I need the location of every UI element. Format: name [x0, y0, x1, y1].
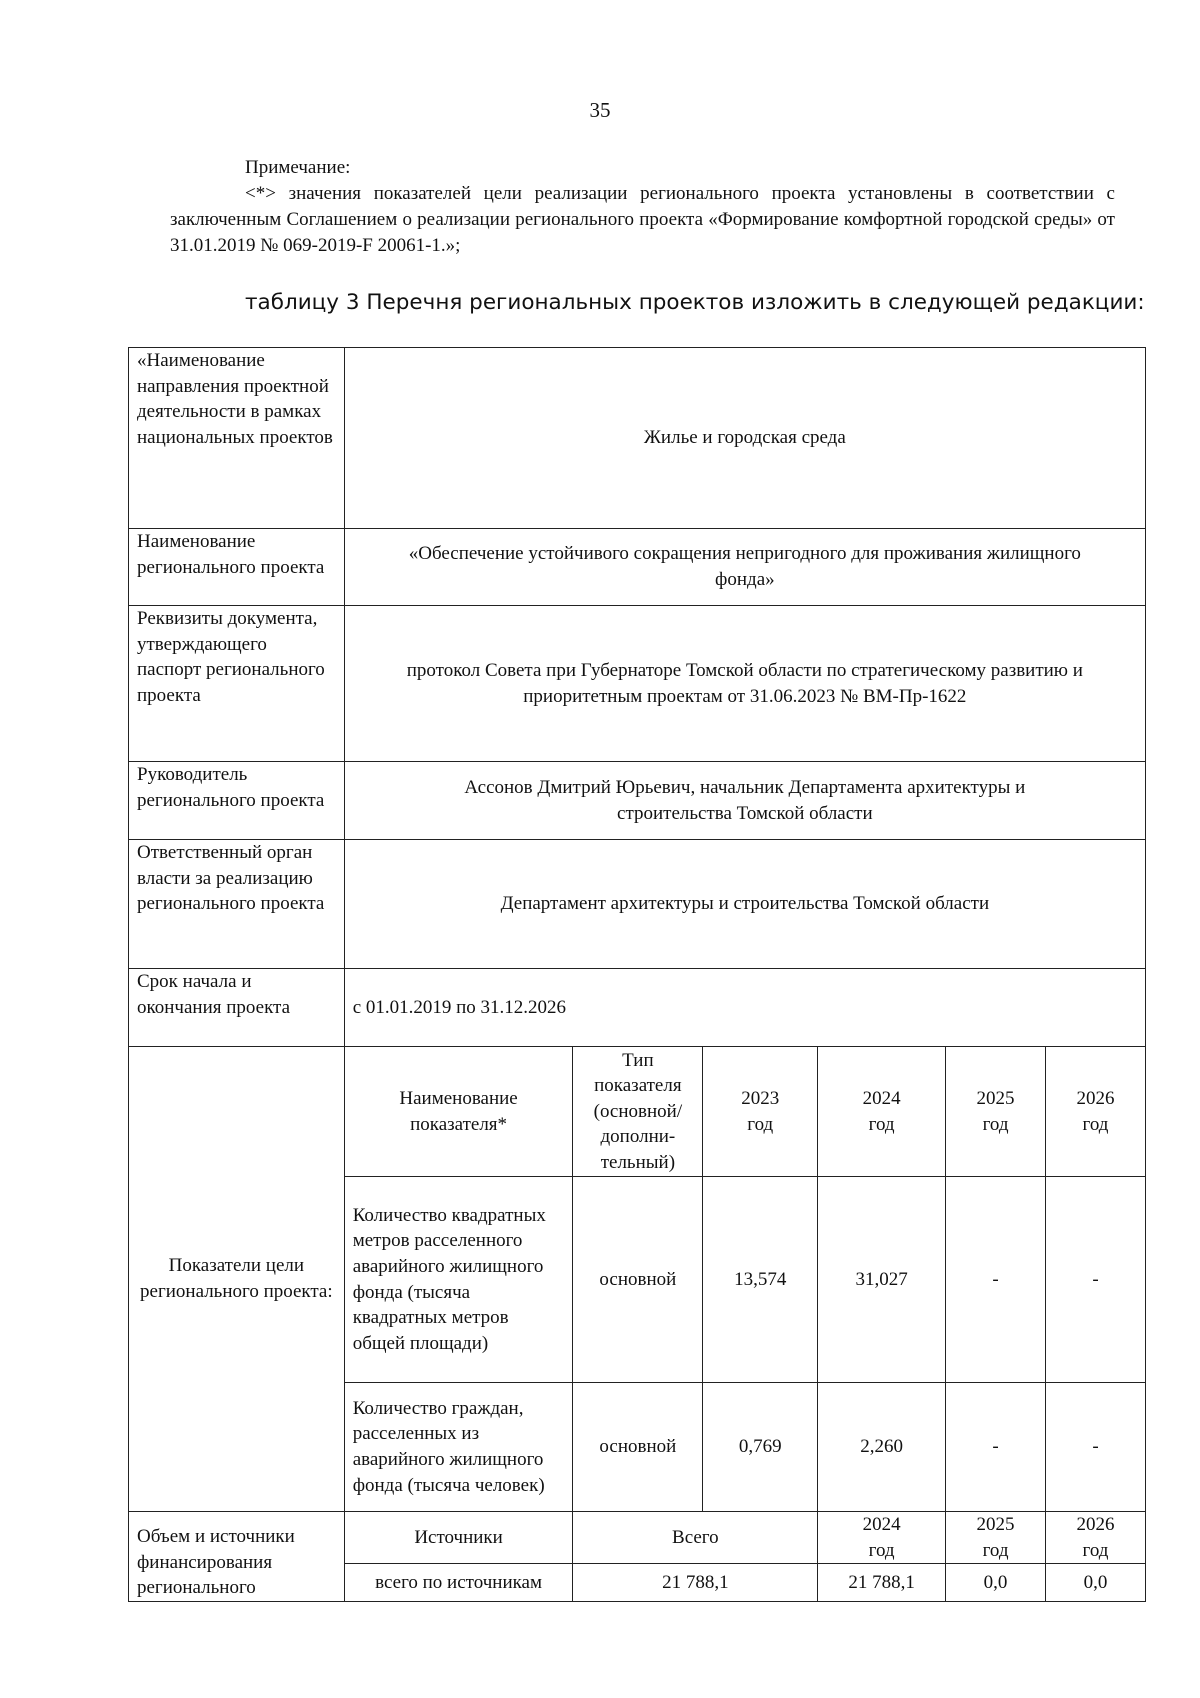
header-2023: 2023 год: [703, 1047, 818, 1177]
page-number: 35: [589, 98, 611, 122]
row-label: Реквизиты документа, утверждающего паспорт регионального проекта: [129, 606, 345, 762]
row-value: протокол Совета при Губернаторе Томской области по стратегическому развитию и приоритетным проектам от 31.06.2023 № ВМ-Пр-1622: [344, 606, 1145, 762]
indicator-name: Количество граждан, расселенных из аварийного жилищного фонда (тысяча человек): [344, 1383, 573, 1512]
table-row: [129, 840, 1146, 969]
financing-2024: 21 788,1: [818, 1564, 946, 1602]
table-row: [129, 606, 1146, 762]
financing-2025: 0,0: [946, 1564, 1046, 1602]
indicator-2023: 0,769: [703, 1383, 818, 1512]
row-value: Ассонов Дмитрий Юрьевич, начальник Департамента архитектуры и строительства Томской области: [344, 762, 1145, 840]
indicator-2023: 13,574: [703, 1177, 818, 1383]
header-indicator-name: Наименование показателя*: [344, 1047, 573, 1177]
indicator-2024: 2,260: [818, 1383, 946, 1512]
header-indicator-type: Тип показателя (основной/ дополни-тельный): [573, 1047, 703, 1177]
indicator-2026: -: [1046, 1383, 1146, 1512]
table-row: [129, 762, 1146, 840]
note-title: Примечание:: [245, 157, 351, 178]
header-total: Всего: [573, 1512, 818, 1564]
indicator-type: основной: [573, 1177, 703, 1383]
row-label: Ответственный орган власти за реализацию регионального проекта: [129, 840, 345, 969]
row-value: Департамент архитектуры и строительства Томской области: [344, 840, 1145, 969]
row-value: «Обеспечение устойчивого сокращения непригодного для проживания жилищного фонда»: [344, 529, 1145, 606]
financing-source: всего по источникам: [344, 1564, 573, 1602]
indicator-type: основной: [573, 1383, 703, 1512]
row-value: с 01.01.2019 по 31.12.2026: [344, 969, 1145, 1047]
table-row: [129, 529, 1146, 606]
header-2025: 2025 год: [946, 1047, 1046, 1177]
table-row: [129, 969, 1146, 1047]
row-value: Жилье и городская среда: [344, 348, 1145, 529]
financing-header-2025: 2025 год: [946, 1512, 1046, 1564]
header-sources: Источники: [344, 1512, 573, 1564]
instruction-text: таблицу 3 Перечня региональных проектов изложить в следующей редакции:: [245, 290, 1145, 315]
indicator-2024: 31,027: [818, 1177, 946, 1383]
row-label: Наименование регионального проекта: [129, 529, 345, 606]
financing-header-2024: 2024 год: [818, 1512, 946, 1564]
financing-label: Объем и источники финансирования регионального: [129, 1512, 345, 1602]
indicator-name: Количество квадратных метров расселенного аварийного жилищного фонда (тысяча квадратных метров общей площади): [344, 1177, 573, 1383]
indicator-2026: -: [1046, 1177, 1146, 1383]
financing-header-row: [129, 1512, 1146, 1564]
table-row: [129, 348, 1146, 529]
row-label: Руководитель регионального проекта: [129, 762, 345, 840]
row-label: Срок начала и окончания проекта: [129, 969, 345, 1047]
financing-total: 21 788,1: [573, 1564, 818, 1602]
indicators-label: Показатели цели регионального проекта:: [129, 1047, 345, 1512]
row-label: «Наименование направления проектной деятельности в рамках национальных проектов: [129, 348, 345, 529]
note-text: <*> значения показателей цели реализации регионального проекта установлены в соответствии с заключенным Соглашением о реализации регионального проекта «Формирование комфортной городской среды» от 31.01.2019 № 069-2019-F 20061-1.»;: [170, 183, 1115, 256]
header-2026: 2026 год: [1046, 1047, 1146, 1177]
indicator-2025: -: [946, 1383, 1046, 1512]
projects-table: [128, 347, 1146, 1602]
indicator-2025: -: [946, 1177, 1046, 1383]
financing-header-2026: 2026 год: [1046, 1512, 1146, 1564]
financing-2026: 0,0: [1046, 1564, 1146, 1602]
header-2024: 2024 год: [818, 1047, 946, 1177]
note-block: [170, 155, 1115, 259]
indicators-header-row: [129, 1047, 1146, 1177]
